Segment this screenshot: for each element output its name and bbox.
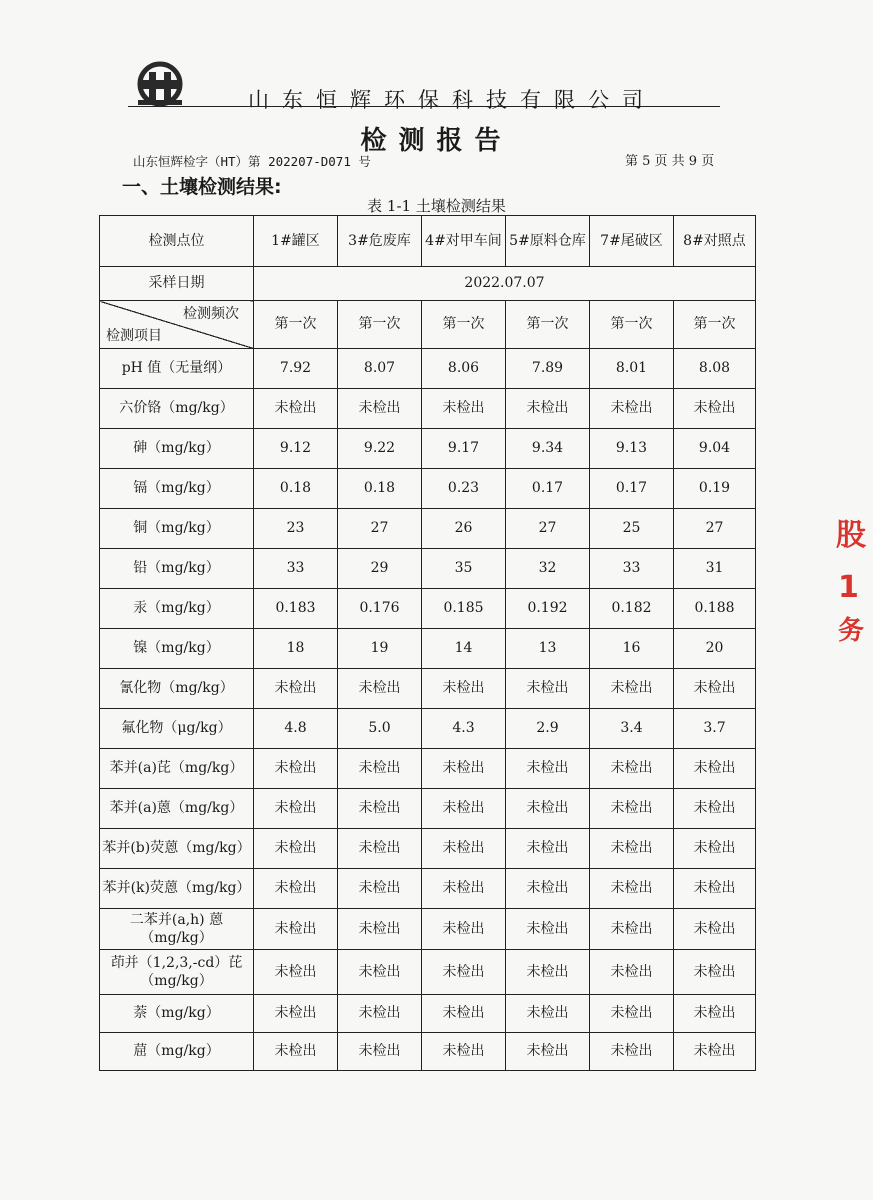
points-row [100, 216, 756, 267]
result-value: 0.17 [506, 469, 590, 509]
result-value: 未检出 [338, 869, 422, 909]
result-value: 未检出 [590, 829, 674, 869]
result-value: 31 [674, 549, 756, 589]
result-value: 9.12 [254, 429, 338, 469]
test-item: 苯并(a)芘（mg/kg） [100, 749, 254, 789]
result-value: 3.7 [674, 709, 756, 749]
result-value: 未检出 [590, 950, 674, 995]
result-value: 14 [422, 629, 506, 669]
table-row [100, 709, 756, 749]
table-row [100, 349, 756, 389]
result-value: 33 [254, 549, 338, 589]
table-row [100, 950, 756, 995]
frequency-value: 第一次 [506, 301, 590, 349]
table-row [100, 429, 756, 469]
result-value: 未检出 [338, 829, 422, 869]
table-row [100, 749, 756, 789]
result-value: 未检出 [422, 950, 506, 995]
soil-results-table [99, 215, 756, 1071]
frequency-value: 第一次 [338, 301, 422, 349]
test-item: 茚并（1,2,3,-cd）芘（mg/kg） [100, 950, 254, 995]
result-value: 4.3 [422, 709, 506, 749]
result-value: 未检出 [422, 829, 506, 869]
result-value: 未检出 [338, 789, 422, 829]
result-value: 0.182 [590, 589, 674, 629]
result-value: 未检出 [590, 789, 674, 829]
result-value: 未检出 [338, 669, 422, 709]
table-caption: 表 1-1 土壤检测结果 [367, 197, 506, 215]
result-value: 0.185 [422, 589, 506, 629]
result-value: 8.07 [338, 349, 422, 389]
test-item: 苯并(b)荧蒽（mg/kg） [100, 829, 254, 869]
page-info: 第 5 页 共 9 页 [625, 154, 715, 169]
test-item: 䓛（mg/kg） [100, 1033, 254, 1071]
result-value: 未检出 [254, 829, 338, 869]
result-value: 29 [338, 549, 422, 589]
test-item: 苯并(k)荧蒽（mg/kg） [100, 869, 254, 909]
result-value: 27 [674, 509, 756, 549]
result-value: 未检出 [254, 669, 338, 709]
result-value: 16 [590, 629, 674, 669]
table-row [100, 995, 756, 1033]
result-value: 未检出 [338, 950, 422, 995]
result-value: 5.0 [338, 709, 422, 749]
test-item: 苯并(a)蒽（mg/kg） [100, 789, 254, 829]
result-value: 未检出 [422, 789, 506, 829]
result-value: 2.9 [506, 709, 590, 749]
test-item: 汞（mg/kg） [100, 589, 254, 629]
result-value: 未检出 [590, 669, 674, 709]
result-value: 27 [338, 509, 422, 549]
result-value: 未检出 [506, 995, 590, 1033]
result-value: 未检出 [506, 789, 590, 829]
test-item: 铜（mg/kg） [100, 509, 254, 549]
diagonal-header-cell [100, 301, 254, 349]
table-row [100, 869, 756, 909]
result-value: 25 [590, 509, 674, 549]
test-item: 镉（mg/kg） [100, 469, 254, 509]
result-value: 未检出 [338, 995, 422, 1033]
result-value: 未检出 [254, 869, 338, 909]
test-item: 镍（mg/kg） [100, 629, 254, 669]
result-value: 9.22 [338, 429, 422, 469]
result-value: 未检出 [422, 909, 506, 950]
result-value: 0.188 [674, 589, 756, 629]
result-value: 未检出 [254, 950, 338, 995]
result-value: 未检出 [254, 389, 338, 429]
red-seal-stamp: 股 1 务 [836, 518, 866, 646]
result-value: 20 [674, 629, 756, 669]
frequency-value: 第一次 [674, 301, 756, 349]
result-value: 未检出 [590, 1033, 674, 1071]
result-value: 未检出 [338, 389, 422, 429]
test-item: 六价铬（mg/kg） [100, 389, 254, 429]
result-value: 未检出 [506, 869, 590, 909]
table-row [100, 509, 756, 549]
test-item: 二苯并(a,h) 蒽（mg/kg） [100, 909, 254, 950]
result-value: 0.23 [422, 469, 506, 509]
result-value: 未检出 [674, 909, 756, 950]
result-value: 0.17 [590, 469, 674, 509]
table-row [100, 1033, 756, 1071]
frequency-value: 第一次 [590, 301, 674, 349]
test-item: 砷（mg/kg） [100, 429, 254, 469]
frequency-label: 检测频次 [183, 306, 239, 322]
test-item: 铅（mg/kg） [100, 549, 254, 589]
result-value: 8.06 [422, 349, 506, 389]
result-value: 0.183 [254, 589, 338, 629]
frequency-value: 第一次 [254, 301, 338, 349]
result-value: 7.92 [254, 349, 338, 389]
result-value: 未检出 [674, 789, 756, 829]
date-value: 2022.07.07 [254, 267, 756, 301]
test-item: pH 值（无量纲） [100, 349, 254, 389]
point-header: 5#原料仓库 [506, 216, 590, 267]
table-row [100, 829, 756, 869]
result-value: 0.176 [338, 589, 422, 629]
result-value: 未检出 [674, 829, 756, 869]
table-row [100, 389, 756, 429]
result-value: 未检出 [674, 869, 756, 909]
result-value: 未检出 [422, 995, 506, 1033]
result-value: 4.8 [254, 709, 338, 749]
table-row [100, 549, 756, 589]
report-title: 检测报告 [360, 126, 513, 156]
document-number: 山东恒辉检字（HT）第 202207-D071 号 [133, 154, 371, 169]
point-header: 4#对甲车间 [422, 216, 506, 267]
result-value: 0.19 [674, 469, 756, 509]
frequency-row [100, 301, 756, 349]
result-value: 未检出 [338, 1033, 422, 1071]
result-value: 未检出 [506, 829, 590, 869]
result-value: 35 [422, 549, 506, 589]
result-value: 未检出 [254, 789, 338, 829]
point-header: 1#罐区 [254, 216, 338, 267]
result-value: 未检出 [674, 389, 756, 429]
result-value: 未检出 [674, 749, 756, 789]
result-value: 未检出 [422, 869, 506, 909]
result-value: 0.18 [254, 469, 338, 509]
result-value: 18 [254, 629, 338, 669]
point-label: 检测点位 [100, 216, 254, 267]
result-value: 0.18 [338, 469, 422, 509]
table-row [100, 909, 756, 950]
result-value: 9.04 [674, 429, 756, 469]
table-row [100, 469, 756, 509]
result-value: 9.17 [422, 429, 506, 469]
result-value: 未检出 [254, 909, 338, 950]
test-item: 萘（mg/kg） [100, 995, 254, 1033]
result-value: 未检出 [590, 749, 674, 789]
table-row [100, 789, 756, 829]
result-value: 未检出 [422, 749, 506, 789]
result-value: 未检出 [338, 749, 422, 789]
result-value: 8.08 [674, 349, 756, 389]
frequency-value: 第一次 [422, 301, 506, 349]
point-header: 8#对照点 [674, 216, 756, 267]
table-row [100, 629, 756, 669]
result-value: 未检出 [590, 389, 674, 429]
result-value: 19 [338, 629, 422, 669]
result-value: 33 [590, 549, 674, 589]
result-value: 未检出 [674, 669, 756, 709]
result-value: 未检出 [506, 389, 590, 429]
result-value: 32 [506, 549, 590, 589]
result-value: 7.89 [506, 349, 590, 389]
result-value: 未检出 [506, 909, 590, 950]
result-value: 未检出 [674, 950, 756, 995]
result-value: 未检出 [590, 995, 674, 1033]
result-value: 未检出 [254, 749, 338, 789]
company-name: 山东恒辉环保科技有限公司 [248, 88, 656, 112]
header-rule [128, 106, 720, 107]
result-value: 未检出 [422, 389, 506, 429]
result-value: 27 [506, 509, 590, 549]
result-value: 未检出 [506, 1033, 590, 1071]
test-item: 氟化物（μg/kg） [100, 709, 254, 749]
item-label: 检测项目 [106, 327, 162, 344]
result-value: 23 [254, 509, 338, 549]
table-row [100, 589, 756, 629]
result-value: 3.4 [590, 709, 674, 749]
result-value: 未检出 [674, 995, 756, 1033]
result-value: 未检出 [590, 869, 674, 909]
result-value: 9.13 [590, 429, 674, 469]
result-value: 未检出 [254, 1033, 338, 1071]
result-value: 未检出 [254, 995, 338, 1033]
section-title: 一、土壤检测结果: [122, 176, 282, 198]
result-value: 未检出 [422, 669, 506, 709]
company-logo [134, 60, 186, 110]
date-label: 采样日期 [100, 267, 254, 301]
date-row [100, 267, 756, 301]
result-value: 0.192 [506, 589, 590, 629]
test-item: 氰化物（mg/kg） [100, 669, 254, 709]
result-value: 未检出 [506, 669, 590, 709]
result-value: 未检出 [590, 909, 674, 950]
result-value: 未检出 [674, 1033, 756, 1071]
result-value: 未检出 [506, 950, 590, 995]
point-header: 7#尾破区 [590, 216, 674, 267]
result-value: 13 [506, 629, 590, 669]
result-value: 8.01 [590, 349, 674, 389]
point-header: 3#危废库 [338, 216, 422, 267]
result-value: 9.34 [506, 429, 590, 469]
result-value: 未检出 [422, 1033, 506, 1071]
result-value: 未检出 [338, 909, 422, 950]
table-row [100, 669, 756, 709]
result-value: 26 [422, 509, 506, 549]
result-value: 未检出 [506, 749, 590, 789]
